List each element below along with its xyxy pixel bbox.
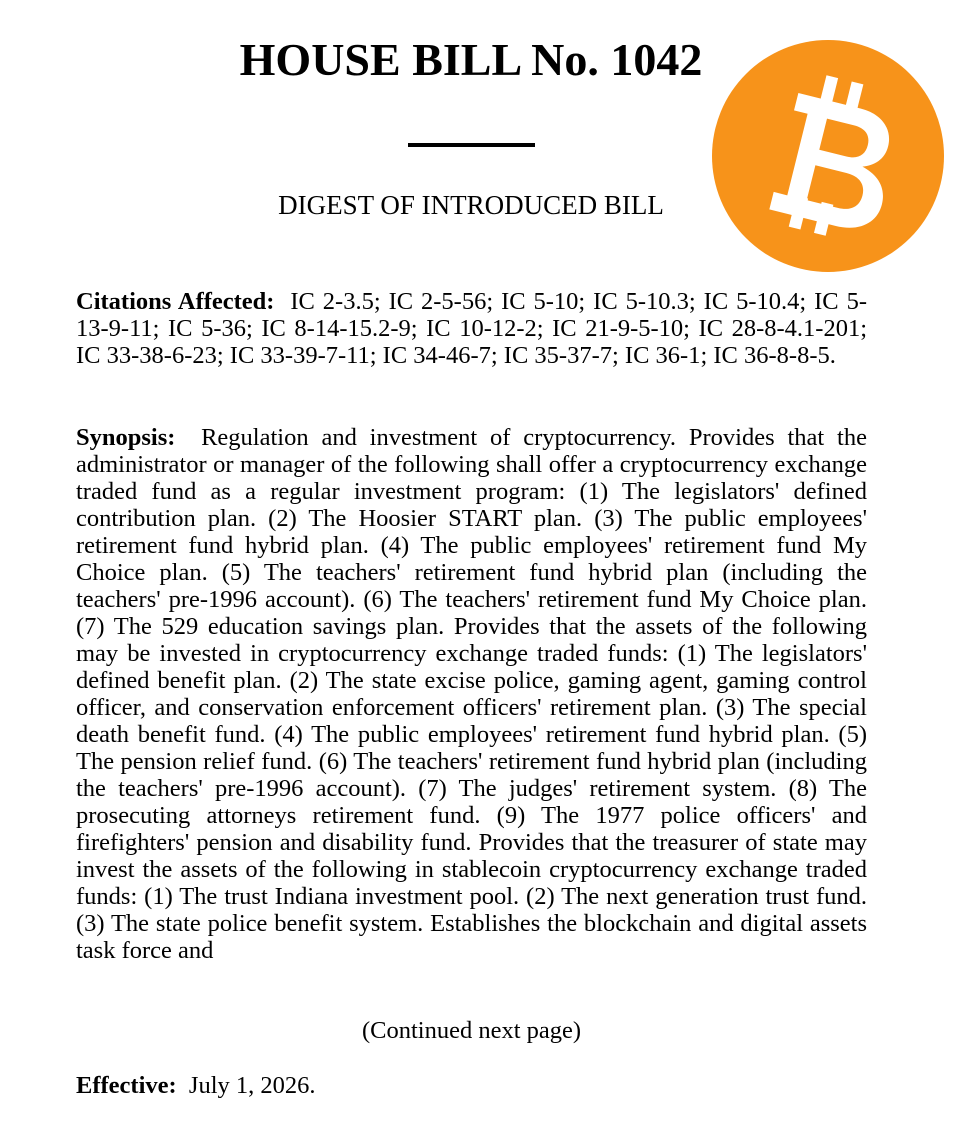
synopsis-text: Regulation and investment of cryptocurrency. Provides that the administrator or manager of the following shall offer a cryptocurrency exchange traded fund as a regular investment program: (1) The legislators' defined contribution plan. (2) The Hoosier START plan. (3) The public employees' retirement fund hybrid plan. (4) The public employees' retirement fund My Choice plan. (5) The teachers' retirement fund hybrid plan (including the teachers' pre-1996 account). (6) The teachers' retirement fund My Choice plan. (7) The 529 education savings plan. Provides that the assets of the following may be invested in cryptocurrency exchange traded funds: (1) The legislators' defined benefit plan. (2) The state excise police, gaming agent, gaming control officer, and conservation enforcement officers' retirement plan. (3) The special death benefit fund. (4) The public employees' retirement fund hybrid plan. (5) The pension relief fund. (6) The teachers' retirement fund hybrid plan (including the teachers' pre-1996 account). (7) The judges' retirement system. (8) The prosecuting attorneys retirement fund. (9) The 1977 police officers' and firefighters' pension and disability fund. Provides that the treasurer of state may invest the assets of the following in stablecoin cryptocurrency exchange traded funds: (1) The trust Indiana investment pool. (2) The next generation trust fund. (3) The state police benefit system. Establishes the blockchain and digital assets task force and bbox=[76, 424, 867, 964]
effective-label: Effective: bbox=[76, 1072, 189, 1099]
title-divider bbox=[408, 143, 535, 147]
continued-note: (Continued next page) bbox=[361, 1017, 582, 1044]
synopsis bbox=[76, 424, 867, 964]
effective-value: July 1, 2026. bbox=[188, 1072, 316, 1099]
citations-text: IC 2-3.5; IC 2-5-56; IC 5-10; IC 5-10.3; IC 5-10.4; IC 5-13-9-11; IC 5-36; IC 8-14-15.2-9; IC 10-12-2; IC 21-9-5-10; IC 28-8-4.1-201; IC 33-38-6-23; IC 33-39-7-11; IC 34-46-7; IC 35-37-7; IC 36-1; IC 36-8-8-5. bbox=[76, 288, 867, 369]
bill-title: HOUSE BILL No. 1042 bbox=[239, 34, 703, 85]
citations-label: Citations Affected: bbox=[76, 288, 291, 315]
bitcoin-icon bbox=[712, 40, 944, 272]
synopsis-label: Synopsis: bbox=[76, 424, 202, 451]
digest-heading: DIGEST OF INTRODUCED BILL bbox=[278, 190, 664, 220]
bitcoin-logo-graphic bbox=[712, 40, 944, 272]
effective-date bbox=[76, 1071, 867, 1101]
citations-affected bbox=[76, 288, 867, 369]
